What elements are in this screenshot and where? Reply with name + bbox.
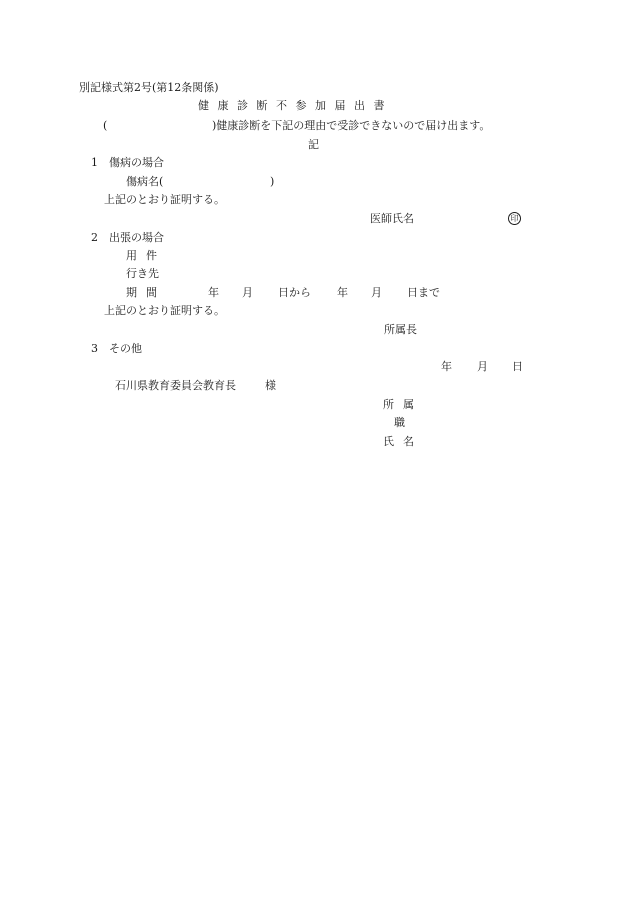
date-day: 日 bbox=[512, 360, 523, 373]
section2-certify: 上記のとおり証明する。 bbox=[104, 304, 225, 317]
date-month: 月 bbox=[477, 360, 488, 373]
section1-certify: 上記のとおり証明する。 bbox=[104, 193, 225, 206]
name-label: 氏名 bbox=[383, 435, 423, 448]
seal-mark: 印 bbox=[508, 212, 521, 225]
position-label: 職 bbox=[394, 416, 405, 429]
period-year-2: 年 bbox=[337, 286, 348, 299]
section2-heading: 2 出張の場合 bbox=[91, 231, 164, 244]
destination-label: 行き先 bbox=[126, 267, 159, 280]
disease-name-label: 傷病名( bbox=[126, 175, 164, 188]
addressee-honorific: 様 bbox=[265, 379, 276, 392]
intro-paren-open: ( bbox=[103, 119, 108, 132]
period-label: 期間 bbox=[126, 286, 166, 299]
ki-label: 記 bbox=[308, 138, 319, 151]
document-title: 健康診断不参加届出書 bbox=[198, 99, 393, 112]
affiliation-label: 所属 bbox=[383, 398, 423, 411]
section3-heading: 3 その他 bbox=[91, 342, 142, 355]
form-number-note: 別記様式第2号(第12条関係) bbox=[79, 81, 219, 94]
disease-name-close: ) bbox=[270, 175, 275, 188]
doctor-name-label: 医師氏名 bbox=[370, 212, 414, 225]
supervisor-label: 所属長 bbox=[384, 323, 417, 336]
addressee-name: 石川県教育委員会教育長 bbox=[115, 379, 236, 392]
period-until: 日まで bbox=[407, 286, 440, 299]
intro-text: )健康診断を下記の理由で受診できないので届け出ます。 bbox=[212, 119, 491, 132]
period-month-2: 月 bbox=[371, 286, 382, 299]
purpose-label: 用件 bbox=[126, 249, 166, 262]
section1-heading: 1 傷病の場合 bbox=[91, 156, 164, 169]
period-year-1: 年 bbox=[208, 286, 219, 299]
period-from: 日から bbox=[278, 286, 311, 299]
date-year: 年 bbox=[441, 360, 452, 373]
period-month-1: 月 bbox=[242, 286, 253, 299]
